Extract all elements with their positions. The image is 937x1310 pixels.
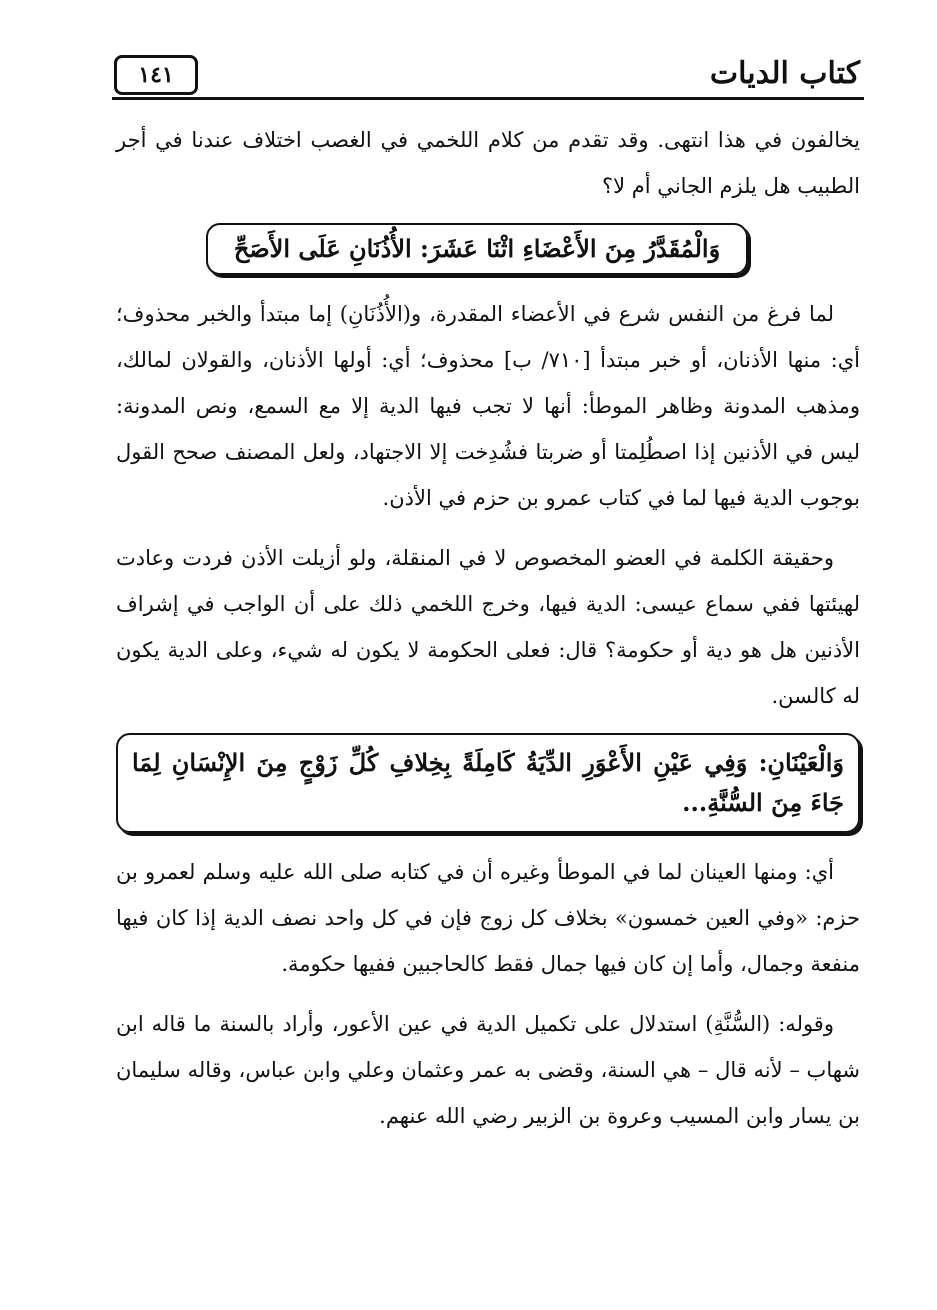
paragraph-3: وحقيقة الكلمة في العضو المخصوص لا في المنقلة، ولو أزيلت الأذن فردت وعادت لهيئتها ففي سماع عيسى: الدية فيها، وخرج اللخمي ذلك على أن الواجب في إشراف الأذنين هل هو دية أو حكومة؟ قال: فعلى الحكومة لا يكون له شيء، وعلى الدية يكون له كالسن. xyxy=(116,546,860,708)
book-title: كتاب الديات xyxy=(709,56,860,91)
header-divider xyxy=(112,97,864,100)
paragraph-1: يخالفون في هذا انتهى. وقد تقدم من كلام اللخمي في الغصب اختلاف عندنا في أجر الطبيب هل يلزم الجاني أم لا؟ xyxy=(116,128,860,198)
page-body xyxy=(116,117,860,1149)
paragraph-5: وقوله: (السُّنَّةِ) استدلال على تكميل الدية في عين الأعور، وأراد بالسنة ما قاله ابن شهاب – لأنه قال – هي السنة، وقضى به عمر وعثمان وعلي وابن عباس، وقاله سليمان بن يسار وابن المسيب وعروة بن الزبير رضي الله عنهم. xyxy=(116,1012,860,1128)
matn-box-2: وَالْعَيْنَانِ: وَفِي عَيْنِ الأَعْوَرِ الدِّيَةُ كَامِلَةً بِخِلافِ كُلِّ زَوْجٍ مِنَ الإِنْسَانِ لِمَا جَاءَ مِنَ السُّنَّةِ... xyxy=(116,733,860,833)
page-number: ١٤١ xyxy=(114,55,198,95)
page-header xyxy=(112,55,864,99)
paragraph-4: أي: ومنها العينان لما في الموطأ وغيره أن في كتابه صلى الله عليه وسلم لعمرو بن حزم: «وفي العين خمسون» بخلاف كل زوج فإن في كل واحد نصف الدية إذا كان فيها منفعة وجمال، وأما إن كان فيها جمال فقط كالحاجبين ففيها حكومة. xyxy=(116,860,860,976)
paragraph-2: لما فرغ من النفس شرع في الأعضاء المقدرة، و(الأُذُنَانِ) إما مبتدأ والخبر محذوف؛ أي: منها الأذنان، أو خبر مبتدأ [٧١٠/ ب] محذوف؛ أي: أولها الأذنان، والقولان لمالك، ومذهب المدونة وظاهر الموطأ: أنها لا تجب فيها الدية إلا مع السمع، ونص المدونة: ليس في الأذنين إذا اصطُلِمتا أو ضربتا فشُدِخت إلا الاجتهاد، ولعل المصنف صحح القول بوجوب الدية فيها لما في كتاب عمرو بن حزم في الأذن. xyxy=(116,302,860,510)
matn-box-1: وَالْمُقَدَّرُ مِنَ الأَعْضَاءِ اثْنَا عَشَرَ: الأُذُنَانِ عَلَى الأَصَحِّ xyxy=(206,223,748,275)
